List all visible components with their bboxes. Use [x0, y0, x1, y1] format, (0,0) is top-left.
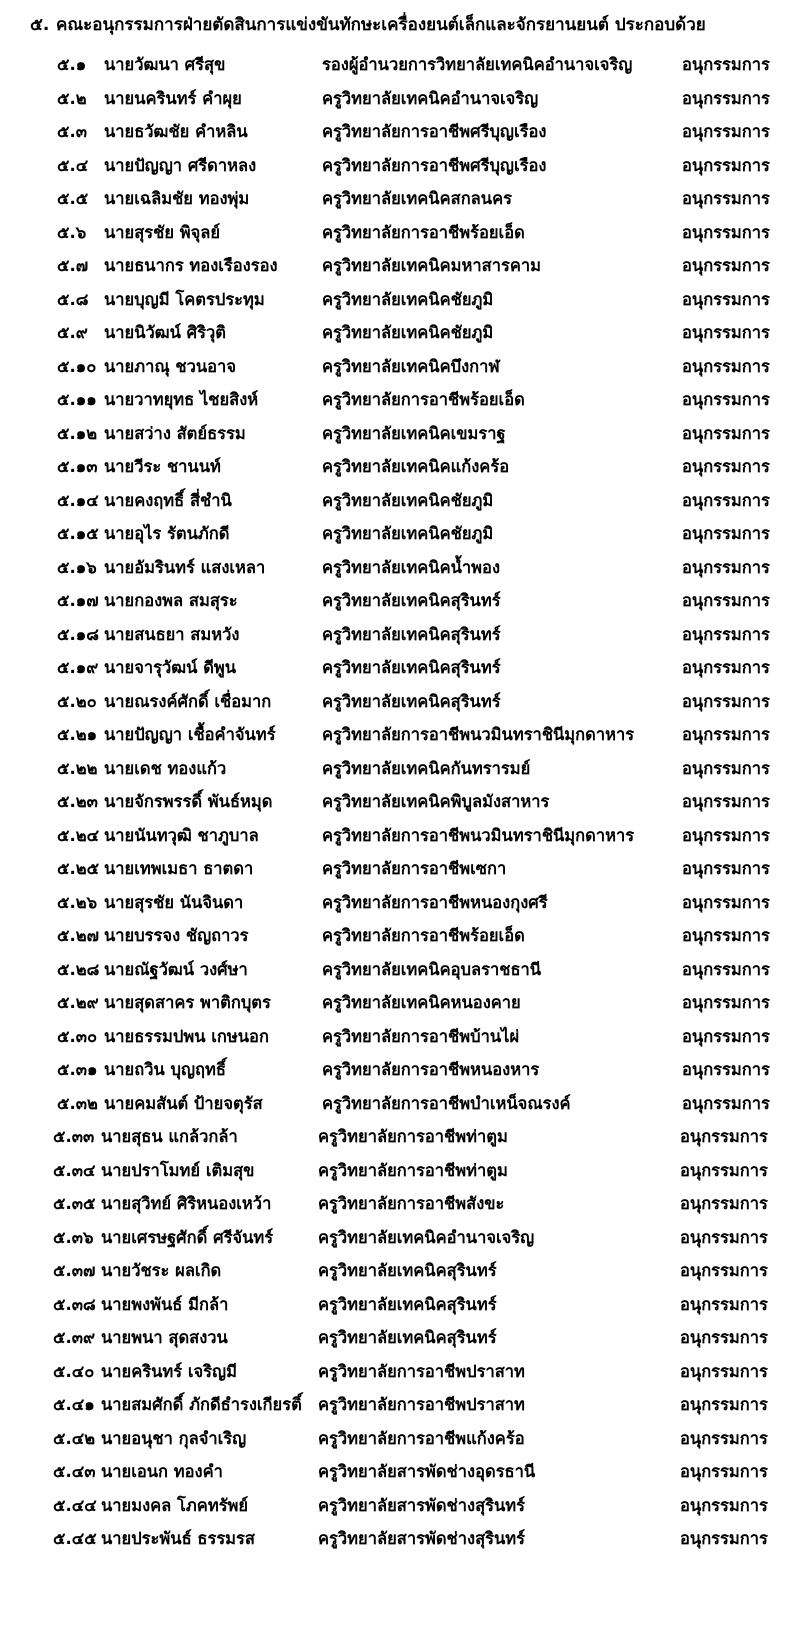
- member-row: [0, 1357, 805, 1387]
- member-org: ครูวิทยาลัยเทคนิคชัยภูมิ: [322, 524, 494, 543]
- member-row: [0, 1256, 805, 1286]
- member-no: ๕.๓๕: [53, 1194, 96, 1213]
- member-no: ๕.๕: [57, 189, 89, 208]
- member-no: ๕.๒๗: [57, 926, 100, 945]
- member-role: อนุกรรมการ: [680, 1395, 768, 1414]
- member-no: ๕.๒๙: [57, 993, 99, 1012]
- member-org: ครูวิทยาลัยเทคนิคสุรินทร์: [318, 1261, 497, 1280]
- member-org: ครูวิทยาลัยเทคนิคชัยภูมิ: [322, 323, 494, 342]
- member-row: [0, 1424, 805, 1454]
- member-name: นายณัฐวัฒน์ วงศ์ษา: [104, 959, 248, 979]
- member-role: อนุกรรมการ: [682, 557, 770, 577]
- member-role: อนุกรรมการ: [682, 356, 770, 376]
- member-name: นายธรรมปพน เกษนอก: [104, 1026, 269, 1046]
- member-role: อนุกรรมการ: [680, 1194, 768, 1213]
- member-name: นายนันทวุฒิ ชาภูบาล: [104, 825, 259, 845]
- member-name: นายบุญมี โคตรประทุม: [104, 289, 265, 309]
- member-row: [0, 1491, 805, 1521]
- member-name: นายสุรชัย พิจุลย์: [104, 222, 221, 242]
- member-no: ๕.๗: [57, 256, 89, 275]
- member-row: [0, 1457, 805, 1487]
- member-role: อนุกรรมการ: [682, 624, 770, 644]
- member-name: นายถวิน บุญฤทธิ์: [104, 1060, 226, 1079]
- member-role: อนุกรรมการ: [680, 1294, 768, 1314]
- member-name: นายสุวิทย์ ศิริหนองเหว้า: [101, 1194, 272, 1213]
- member-org: ครูวิทยาลัยเทคนิคเขมราฐ: [322, 423, 506, 443]
- member-org: ครูวิทยาลัยการอาชีพท่าตูม: [318, 1127, 508, 1146]
- member-name: นายอนุชา กุลจำเริญ: [101, 1428, 247, 1448]
- member-org: ครูวิทยาลัยเทคนิคอุบลราชธานี: [322, 959, 542, 979]
- member-no: ๕.๔๔: [53, 1495, 97, 1515]
- member-role: อนุกรรมการ: [680, 1227, 768, 1247]
- member-role: อนุกรรมการ: [682, 256, 770, 275]
- member-org: ครูวิทยาลัยการอาชีพปราสาท: [318, 1395, 525, 1414]
- member-no: ๕.๒๘: [57, 959, 100, 979]
- member-role: อนุกรรมการ: [682, 189, 770, 208]
- member-no: ๕.๓๘: [53, 1294, 96, 1314]
- member-name: นายนครินทร์ คำผุย: [104, 88, 242, 108]
- member-org: ครูวิทยาลัยเทคนิคสุรินทร์: [322, 691, 501, 711]
- member-no: ๕.๑๔: [57, 490, 99, 510]
- member-name: นายปราโมทย์ เติมสุข: [101, 1160, 255, 1180]
- member-name: นายภาณุ ชวนอาจ: [104, 356, 236, 376]
- member-role: อนุกรรมการ: [682, 892, 770, 912]
- member-name: นายนิวัฒน์ ศิริวุติ: [104, 323, 227, 342]
- member-no: ๕.๔๑: [53, 1395, 95, 1414]
- member-row: [0, 553, 805, 583]
- member-role: อนุกรรมการ: [682, 490, 770, 510]
- member-org: ครูวิทยาลัยเทคนิคกันทรารมย์: [322, 758, 531, 778]
- member-row: [0, 50, 805, 80]
- member-row: [0, 519, 805, 549]
- member-org: ครูวิทยาลัยการอาชีพร้อยเอ็ด: [322, 390, 525, 409]
- member-row: [0, 84, 805, 114]
- member-org: ครูวิทยาลัยเทคนิคชัยภูมิ: [322, 289, 494, 309]
- member-row: [0, 184, 805, 214]
- member-row: [0, 452, 805, 482]
- member-role: อนุกรรมการ: [682, 88, 770, 108]
- member-no: ๕.๑๐: [57, 356, 97, 376]
- member-org: ครูวิทยาลัยเทคนิคชัยภูมิ: [322, 490, 494, 510]
- member-role: อนุกรรมการ: [682, 825, 770, 845]
- member-no: ๕.๔๕: [53, 1529, 97, 1548]
- member-name: นายปัญญา ศรีดาหลง: [104, 155, 257, 175]
- member-role: อนุกรรมการ: [682, 758, 770, 778]
- member-row: [0, 151, 805, 181]
- member-role: อนุกรรมการ: [682, 222, 770, 242]
- member-role: อนุกรรมการ: [682, 323, 770, 342]
- member-org: ครูวิทยาลัยเทคนิคสกลนคร: [322, 189, 512, 208]
- member-no: ๕.๓๒: [57, 1093, 98, 1113]
- member-name: นายพงพันธ์ มีกล้า: [101, 1294, 229, 1314]
- member-no: ๕.๑๗: [57, 591, 99, 610]
- member-no: ๕.๒๑: [57, 725, 98, 744]
- member-org: ครูวิทยาลัยเทคนิคอำนาจเจริญ: [318, 1227, 535, 1247]
- member-name: นายสุรชัย นันจินดา: [104, 892, 244, 912]
- section-title: คณะอนุกรรมการฝ่ายตัดสินการแข่งขันทักษะเครื่องยนต์เล็กและจักรยานยนต์ ประกอบด้วย: [56, 15, 706, 35]
- member-role: อนุกรรมการ: [682, 457, 770, 476]
- member-no: ๕.๒๓: [57, 792, 98, 811]
- member-name: นายเอนก ทองคำ: [101, 1462, 223, 1481]
- member-role: อนุกรรมการ: [680, 1529, 768, 1548]
- member-org: ครูวิทยาลัยการอาชีพบ้านไผ่: [322, 1026, 520, 1046]
- member-name: นายประพันธ์ ธรรมรส: [101, 1529, 255, 1548]
- member-org: ครูวิทยาลัยการอาชีพนวมินทราชินีมุกดาหาร: [322, 725, 635, 744]
- member-name: นายสมศักดิ์ ภักดีธำรงเกียรติ์: [101, 1395, 302, 1414]
- member-row: [0, 218, 805, 248]
- member-role: อนุกรรมการ: [682, 289, 770, 309]
- member-no: ๕.๒๐: [57, 691, 97, 711]
- member-no: ๕.๓๔: [53, 1160, 96, 1180]
- member-row: [0, 486, 805, 516]
- member-org: ครูวิทยาลัยเทคนิคแก้งคร้อ: [322, 457, 510, 476]
- member-role: อนุกรรมการ: [682, 658, 770, 677]
- member-row: [0, 1122, 805, 1152]
- member-org: ครูวิทยาลัยเทคนิคสุรินทร์: [322, 624, 501, 644]
- member-org: ครูวิทยาลัยเทคนิคสุรินทร์: [318, 1294, 497, 1314]
- member-name: นายปัญญา เชื้อคำจันทร์: [104, 725, 276, 744]
- member-no: ๕.๒๕: [57, 859, 100, 878]
- member-no: ๕.๑๓: [57, 457, 98, 476]
- member-row: [0, 318, 805, 348]
- member-org: ครูวิทยาลัยเทคนิคสุรินทร์: [322, 658, 501, 677]
- member-no: ๕.๒: [57, 88, 87, 108]
- member-row: [0, 1223, 805, 1253]
- member-no: ๕.๖: [57, 222, 87, 242]
- member-org: ครูวิทยาลัยการอาชีพหนองกุงศรี: [322, 892, 548, 912]
- member-name: นายเศรษฐศักดิ์ ศรีจันทร์: [101, 1227, 274, 1247]
- member-role: อนุกรรมการ: [682, 390, 770, 409]
- member-role: อนุกรรมการ: [682, 55, 770, 74]
- member-row: [0, 821, 805, 851]
- member-role: อนุกรรมการ: [682, 691, 770, 711]
- member-no: ๕.๑๑: [57, 390, 97, 409]
- member-role: อนุกรรมการ: [680, 1127, 768, 1146]
- member-name: นายวัฒนา ศรีสุข: [104, 55, 226, 74]
- member-name: นายวีระ ชานนท์: [104, 457, 221, 476]
- member-no: ๕.๑๒: [57, 423, 98, 443]
- member-name: นายสุธน แกล้วกล้า: [101, 1127, 238, 1146]
- member-name: นายกองพล สมสุระ: [104, 591, 238, 610]
- member-no: ๕.๓๐: [57, 1026, 98, 1046]
- member-org: ครูวิทยาลัยการอาชีพปราสาท: [318, 1361, 525, 1381]
- member-name: นายเดช ทองแก้ว: [104, 758, 227, 778]
- member-role: อนุกรรมการ: [682, 1093, 770, 1113]
- member-row: [0, 251, 805, 281]
- member-name: นายธวัฒชัย คำหลิน: [104, 122, 248, 141]
- member-row: [0, 1323, 805, 1353]
- member-name: นายบรรจง ชัญถาวร: [104, 926, 249, 945]
- member-role: อนุกรรมการ: [682, 926, 770, 945]
- member-role: อนุกรรมการ: [680, 1462, 768, 1481]
- member-row: [0, 1189, 805, 1219]
- member-no: ๕.๘: [57, 289, 89, 309]
- member-org: ครูวิทยาลัยการอาชีพศรีบุญเรือง: [322, 122, 547, 141]
- member-org: ครูวิทยาลัยการอาชีพนวมินทราชินีมุกดาหาร: [322, 825, 635, 845]
- member-role: อนุกรรมการ: [682, 959, 770, 979]
- member-row: [0, 787, 805, 817]
- member-no: ๕.๔: [57, 155, 89, 175]
- member-org: ครูวิทยาลัยเทคนิคบึงกาฬ: [322, 356, 500, 376]
- member-row: [0, 620, 805, 650]
- member-org: ครูวิทยาลัยการอาชีพศรีบุญเรือง: [322, 155, 547, 175]
- member-no: ๕.๙: [57, 323, 88, 342]
- member-row: [0, 1290, 805, 1320]
- member-org: ครูวิทยาลัยการอาชีพร้อยเอ็ด: [322, 926, 525, 945]
- member-org: ครูวิทยาลัยการอาชีพหนองหาร: [322, 1060, 540, 1079]
- member-row: [0, 888, 805, 918]
- member-row: [0, 352, 805, 382]
- member-name: นายจักรพรรดิ์ พันธ์หมุด: [104, 792, 273, 811]
- member-row: [0, 117, 805, 147]
- member-no: ๕.๑๕: [57, 524, 99, 543]
- member-role: อนุกรรมการ: [682, 725, 770, 744]
- member-row: [0, 1022, 805, 1052]
- member-role: อนุกรรมการ: [680, 1361, 768, 1381]
- member-role: อนุกรรมการ: [682, 591, 770, 610]
- member-no: ๕.๑๘: [57, 624, 99, 644]
- member-row: [0, 1156, 805, 1186]
- member-org: ครูวิทยาลัยเทคนิคสุรินทร์: [318, 1328, 497, 1347]
- member-no: ๕.๑๖: [57, 557, 97, 577]
- member-org: ครูวิทยาลัยการอาชีพท่าตูม: [318, 1160, 508, 1180]
- member-org: ครูวิทยาลัยการอาชีพร้อยเอ็ด: [322, 222, 525, 242]
- member-name: นายวัชระ ผลเกิด: [101, 1261, 222, 1280]
- member-org: ครูวิทยาลัยการอาชีพแก้งคร้อ: [318, 1428, 525, 1448]
- member-org: รองผู้อำนวยการวิทยาลัยเทคนิคอำนาจเจริญ: [322, 55, 633, 74]
- member-name: นายสนธยา สมหวัง: [104, 624, 240, 644]
- member-row: [0, 988, 805, 1018]
- member-row: [0, 1390, 805, 1420]
- member-role: อนุกรรมการ: [682, 1026, 770, 1046]
- member-row: [0, 687, 805, 717]
- member-org: ครูวิทยาลัยเทคนิคมหาสารคาม: [322, 256, 542, 275]
- member-no: ๕.๓: [57, 122, 88, 141]
- member-role: อนุกรรมการ: [680, 1495, 768, 1515]
- member-row: [0, 720, 805, 750]
- member-no: ๕.๒๖: [57, 892, 98, 912]
- member-row: [0, 854, 805, 884]
- member-org: ครูวิทยาลัยสารพัดช่างอุดรธานี: [318, 1462, 536, 1481]
- member-role: อนุกรรมการ: [682, 524, 770, 543]
- member-org: ครูวิทยาลัยเทคนิคหนองคาย: [322, 993, 521, 1012]
- member-row: [0, 385, 805, 415]
- member-role: อนุกรรมการ: [682, 1060, 770, 1079]
- member-org: ครูวิทยาลัยการอาชีพสังขะ: [318, 1194, 505, 1213]
- member-org: ครูวิทยาลัยการอาชีพเซกา: [322, 859, 507, 878]
- member-org: ครูวิทยาลัยสารพัดช่างสุรินทร์: [318, 1529, 526, 1548]
- member-org: ครูวิทยาลัยเทคนิคสุรินทร์: [322, 591, 501, 610]
- member-role: อนุกรรมการ: [682, 423, 770, 443]
- member-row: [0, 754, 805, 784]
- member-name: นายครินทร์ เจริญมี: [101, 1361, 237, 1381]
- member-name: นายมงคล โภคทรัพย์: [101, 1495, 249, 1515]
- member-no: ๕.๑: [57, 55, 87, 74]
- member-name: นายคมสันต์ ป้ายจตุรัส: [104, 1093, 263, 1113]
- member-no: ๕.๑๙: [57, 658, 99, 677]
- member-role: อนุกรรมการ: [680, 1428, 768, 1448]
- member-no: ๕.๓๙: [53, 1328, 96, 1347]
- member-no: ๕.๔๓: [53, 1462, 96, 1481]
- member-no: ๕.๒๒: [57, 758, 98, 778]
- member-role: อนุกรรมการ: [682, 122, 770, 141]
- member-no: ๕.๒๔: [57, 825, 100, 845]
- member-no: ๕.๓๖: [53, 1227, 94, 1247]
- member-role: อนุกรรมการ: [680, 1160, 768, 1180]
- member-row: [0, 419, 805, 449]
- member-name: นายธนากร ทองเรืองรอง: [104, 256, 278, 275]
- member-row: [0, 285, 805, 315]
- member-no: ๕.๓๗: [53, 1261, 96, 1280]
- member-row: [0, 955, 805, 985]
- member-org: ครูวิทยาลัยสารพัดช่างสุรินทร์: [318, 1495, 526, 1515]
- member-no: ๕.๓๑: [57, 1060, 98, 1079]
- member-name: นายอุไร รัตนภักดี: [104, 524, 230, 543]
- member-org: ครูวิทยาลัยการอาชีพบำเหน็จณรงค์: [322, 1093, 571, 1113]
- member-row: [0, 586, 805, 616]
- member-role: อนุกรรมการ: [682, 792, 770, 811]
- member-role: อนุกรรมการ: [680, 1261, 768, 1280]
- member-no: ๕.๔๐: [53, 1361, 95, 1381]
- member-name: นายวาทยุทธ ไชยสิงห์: [104, 390, 259, 409]
- member-row: [0, 1055, 805, 1085]
- member-name: นายพนา สุดสงวน: [101, 1328, 228, 1347]
- member-name: นายจารุวัฒน์ ดีพูน: [104, 658, 237, 677]
- member-name: นายเทพเมธา ธาตดา: [104, 859, 254, 878]
- member-org: ครูวิทยาลัยเทคนิคน้ำพอง: [322, 557, 501, 577]
- member-role: อนุกรรมการ: [682, 859, 770, 878]
- member-org: ครูวิทยาลัยเทคนิคอำนาจเจริญ: [322, 88, 539, 108]
- member-name: นายคงฤทธิ์ สี่ชำนิ: [104, 490, 232, 510]
- member-row: [0, 921, 805, 951]
- member-no: ๕.๓๓: [53, 1127, 95, 1146]
- member-name: นายสุดสาคร พาติกบุตร: [104, 993, 271, 1012]
- member-name: นายอัมรินทร์ แสงเหลา: [104, 557, 266, 577]
- member-row: [0, 653, 805, 683]
- member-role: อนุกรรมการ: [682, 993, 770, 1012]
- member-row: [0, 1089, 805, 1119]
- section-heading: [30, 14, 800, 36]
- member-name: นายเฉลิมชัย ทองพุ่ม: [104, 189, 250, 208]
- member-no: ๕.๔๒: [53, 1428, 96, 1448]
- member-row: [0, 1524, 805, 1554]
- member-role: อนุกรรมการ: [682, 155, 770, 175]
- member-name: นายณรงค์ศักดิ์ เชื่อมาก: [104, 691, 272, 711]
- section-number: ๕.: [30, 15, 50, 35]
- member-org: ครูวิทยาลัยเทคนิคพิบูลมังสาหาร: [322, 792, 550, 811]
- member-name: นายสว่าง สัตย์ธรรม: [104, 423, 246, 443]
- member-role: อนุกรรมการ: [680, 1328, 768, 1347]
